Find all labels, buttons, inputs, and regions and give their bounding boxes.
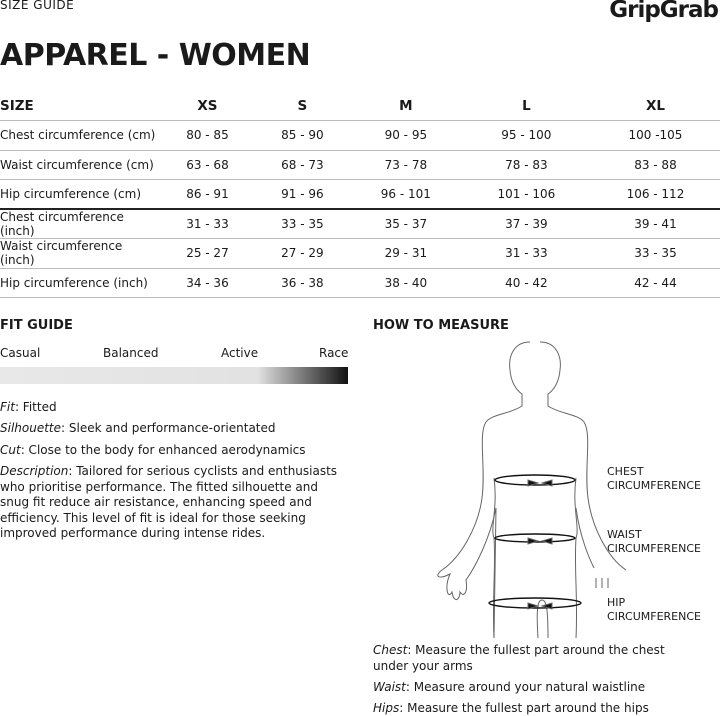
chest-circumference-label: CHEST CIRCUMFERENCE [607,465,701,492]
size-cell: 73 - 78 [350,150,462,180]
table-row [0,150,720,180]
column-header: S [255,91,350,121]
column-header: L [462,91,591,121]
size-cell: 42 - 44 [591,268,720,298]
size-table [0,91,720,298]
size-cell: 63 - 68 [160,150,255,180]
size-cell: 33 - 35 [591,239,720,269]
row-label: Waist circumference (inch) [0,239,160,269]
size-cell: 29 - 31 [350,239,462,269]
size-cell: 80 - 85 [160,121,255,151]
size-cell: 25 - 27 [160,239,255,269]
description-text: Description: Tailored for serious cyclists and enthusiasts who prioritise performance. The fitted silhouette and snug fit reduce air resistance, enhancing speed and efficiency. This level of fit is ideal for those seeking improved performance during intense rides. [0,464,338,540]
size-cell: 86 - 91 [160,180,255,210]
fit-guide-title: FIT GUIDE [0,318,73,333]
size-cell: 31 - 33 [160,209,255,239]
fit-line: Fit: Fitted [0,400,57,414]
size-cell: 34 - 36 [160,268,255,298]
gripgrab-logo: GripGrab [609,0,718,23]
size-cell: 27 - 29 [255,239,350,269]
size-guide-label: SIZE GUIDE [0,0,75,12]
column-header: M [350,91,462,121]
row-label: Hip circumference (inch) [0,268,160,298]
size-cell: 31 - 33 [462,239,591,269]
table-row [0,209,720,239]
size-cell: 101 - 106 [462,180,591,210]
size-cell: 33 - 35 [255,209,350,239]
table-row [0,180,720,210]
size-cell: 85 - 90 [255,121,350,151]
size-cell: 106 - 112 [591,180,720,210]
size-cell: 91 - 96 [255,180,350,210]
fit-scale-active: Active [221,346,259,360]
chest-instruction: Chest: Measure the fullest part around the chest under your arms [373,643,665,673]
how-to-measure-title: HOW TO MEASURE [373,318,509,333]
size-cell: 37 - 39 [462,209,591,239]
size-cell: 95 - 100 [462,121,591,151]
size-cell: 40 - 42 [462,268,591,298]
column-header: XL [591,91,720,121]
hip-circumference-label: HIP CIRCUMFERENCE [607,596,701,623]
table-row [0,268,720,298]
size-cell: 96 - 101 [350,180,462,210]
row-label: Waist circumference (cm) [0,150,160,180]
page-title: APPAREL - WOMEN [0,38,311,73]
fit-scale-race: Race [319,346,349,360]
column-header: SIZE [0,91,160,121]
row-label: Chest circumference (inch) [0,209,160,239]
size-cell: 39 - 41 [591,209,720,239]
size-cell: 38 - 40 [350,268,462,298]
fit-scale-casual: Casual [0,346,41,360]
size-cell: 68 - 73 [255,150,350,180]
size-cell: 35 - 37 [350,209,462,239]
waist-circumference-label: WAIST CIRCUMFERENCE [607,528,701,555]
body-measurement-illustration [430,338,630,638]
cut-line: Cut: Close to the body for enhanced aerodynamics [0,443,306,457]
table-row [0,121,720,151]
size-cell: 36 - 38 [255,268,350,298]
silhouette-line: Silhouette: Sleek and performance-orientated [0,421,276,435]
size-cell: 100 -105 [591,121,720,151]
hips-instruction: Hips: Measure the fullest part around the hips [373,701,649,715]
row-label: Hip circumference (cm) [0,180,160,210]
size-cell: 83 - 88 [591,150,720,180]
fit-scale-balanced: Balanced [103,346,159,360]
table-row [0,239,720,269]
row-label: Chest circumference (cm) [0,121,160,151]
fit-scale-bar [0,367,348,384]
size-cell: 90 - 95 [350,121,462,151]
size-cell: 78 - 83 [462,150,591,180]
waist-instruction: Waist: Measure around your natural waistline [373,680,646,694]
column-header: XS [160,91,255,121]
